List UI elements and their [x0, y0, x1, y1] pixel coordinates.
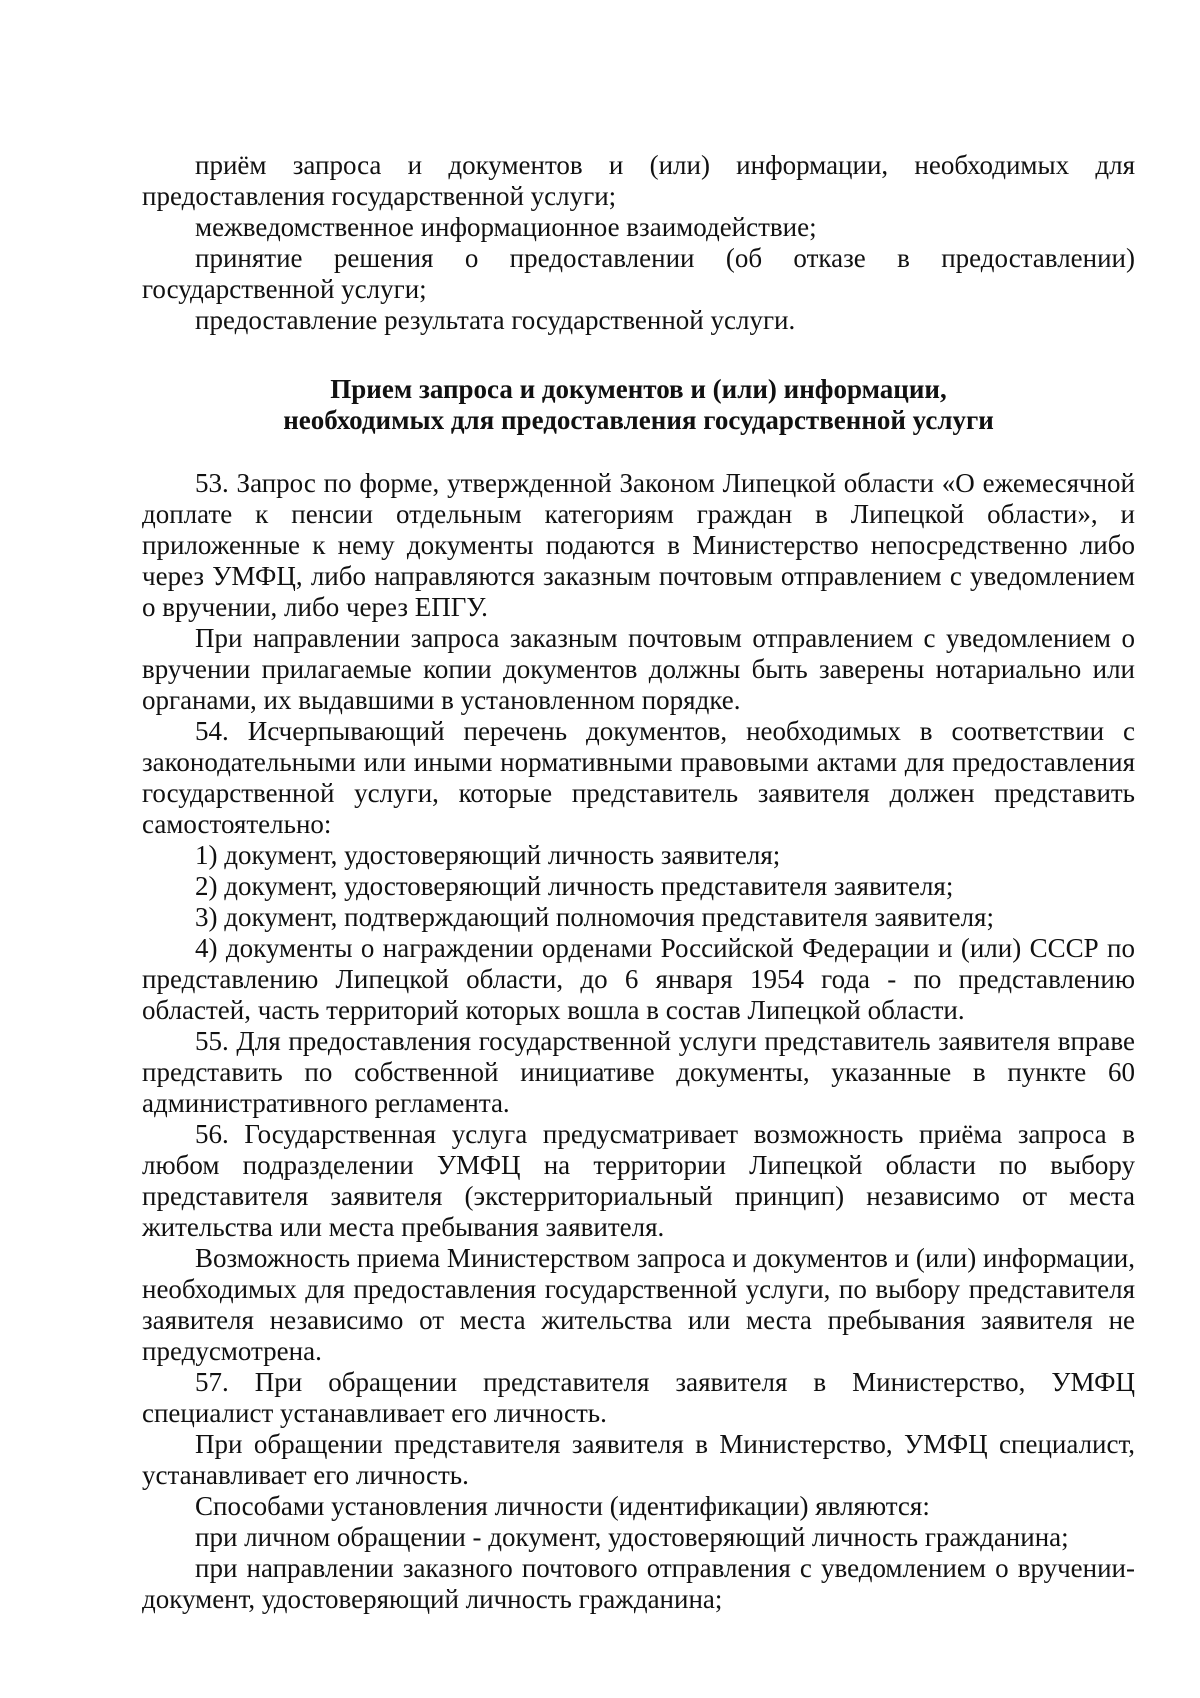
- intro-paragraph-4: предоставление результата государственной услуги.: [195, 305, 796, 335]
- section-heading-line-2: необходимых для предоставления государственной услуги: [283, 405, 994, 435]
- clause-55: 55. Для предоставления государственной услуги представитель заявителя вправе представить по собственной инициативе документы, указанные в пункте 60 административного регламента.: [142, 1026, 1135, 1118]
- identification-methods-paragraph: Способами установления личности (идентификации) являются:: [195, 1491, 930, 1521]
- intro-paragraph-2: межведомственное информационное взаимодействие;: [195, 212, 817, 242]
- clause-56-extraterritorial-paragraph: Возможность приема Министерством запроса и документов и (или) информации, необходимых для предоставления государственной услуги, по выбору представителя заявителя независимо от места жительства или места пребывания заявителя не предусмотрена.: [142, 1243, 1135, 1366]
- clause-54: 54. Исчерпывающий перечень документов, необходимых в соответствии с законодательными или иными нормативными правовыми актами для предоставления государственной услуги, которые представитель заявителя должен представить самостоятельно:: [142, 716, 1135, 839]
- intro-paragraph-1: приём запроса и документов и (или) информации, необходимых для предоставления государственной услуги;: [142, 150, 1135, 211]
- document-page: [142, 150, 1135, 1615]
- intro-paragraph-3: принятие решения о предоставлении (об отказе в предоставлении) государственной услуги;: [142, 243, 1135, 304]
- clause-54-item-2: 2) документ, удостоверяющий личность представителя заявителя;: [195, 871, 954, 901]
- clause-54-item-3: 3) документ, подтверждающий полномочия представителя заявителя;: [195, 902, 994, 932]
- section-heading: [142, 374, 1135, 436]
- clause-54-item-4: 4) документы о награждении орденами Российской Федерации и (или) СССР по представлению Липецкой области, до 6 января 1954 года - по представлению областей, часть территорий которых вошла в состав Липецкой области.: [142, 933, 1135, 1025]
- section-heading-line-1: Прием запроса и документов и (или) информации,: [330, 374, 947, 404]
- clause-54-item-1: 1) документ, удостоверяющий личность заявителя;: [195, 840, 781, 870]
- identification-method-in-person: при личном обращении - документ, удостоверяющий личность гражданина;: [195, 1522, 1069, 1552]
- clause-53: 53. Запрос по форме, утвержденной Законом Липецкой области «О ежемесячной доплате к пенсии отдельным категориям граждан в Липецкой области», и приложенные к нему документы подаются в Министерство непосредственно либо через УМФЦ, либо направляются заказным почтовым отправлением с уведомлением о вручении, либо через ЕПГУ.: [142, 468, 1135, 622]
- clause-57-repeat-paragraph: При обращении представителя заявителя в Министерство, УМФЦ специалист, устанавливает его личность.: [142, 1429, 1135, 1490]
- clause-56: 56. Государственная услуга предусматривает возможность приёма запроса в любом подразделении УМФЦ на территории Липецкой области по выбору представителя заявителя (экстерриториальный принцип) независимо от места жительства или места пребывания заявителя.: [142, 1119, 1135, 1242]
- clause-57: 57. При обращении представителя заявителя в Министерство, УМФЦ специалист устанавливает его личность.: [142, 1367, 1135, 1428]
- clause-53-postal-paragraph: При направлении запроса заказным почтовым отправлением с уведомлением о вручении прилагаемые копии документов должны быть заверены нотариально или органами, их выдавшими в установленном порядке.: [142, 623, 1135, 715]
- identification-method-postal: при направлении заказного почтового отправления с уведомлением о вручении-документ, удостоверяющий личность гражданина;: [142, 1553, 1135, 1614]
